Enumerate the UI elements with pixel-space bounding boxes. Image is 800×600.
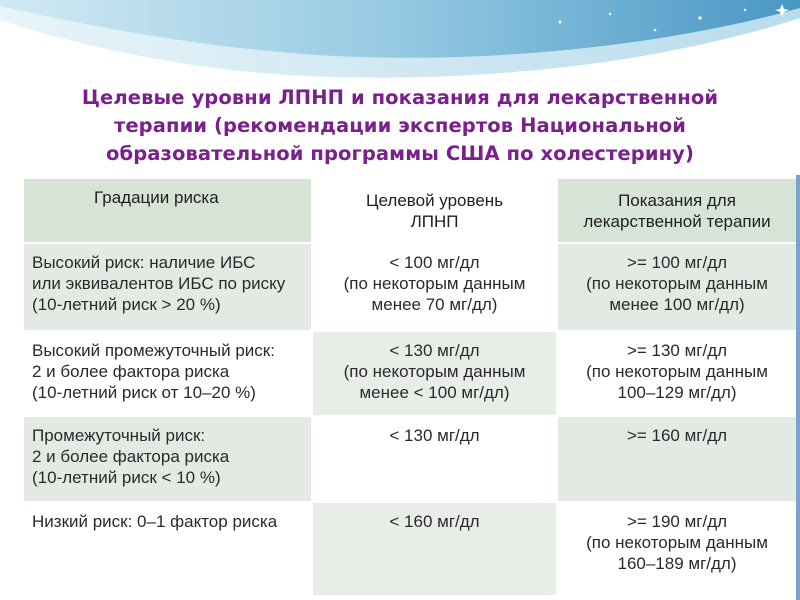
risk-cell: Низкий риск: 0–1 фактор риска (24, 502, 312, 596)
risk-cell: Промежуточный риск: 2 и более фактора риска (10-летний риск < 10 %) (24, 416, 312, 502)
table-row (24, 502, 796, 596)
header-risk-grade: Градации риска (24, 179, 312, 243)
table-row (24, 416, 796, 502)
title-line: образовательной программы США по холестерину) (106, 142, 694, 165)
right-edge-accent (796, 175, 800, 600)
header-target-ldl: Целевой уровень ЛПНП (312, 179, 557, 243)
risk-cell: Высокий промежуточный риск: 2 и более фактора риска (10-летний риск от 10–20 %) (24, 331, 312, 415)
therapy-cell: >= 160 мг/дл (557, 416, 796, 502)
title-line: Целевые уровни ЛПНП и показания для лекарственной (81, 86, 719, 109)
page-title (20, 84, 780, 168)
title-line: терапии (рекомендации экспертов Национальной (113, 114, 687, 137)
target-cell: < 160 мг/дл (312, 502, 557, 596)
therapy-cell: >= 100 мг/дл (по некоторым данным менее 100 мг/дл) (557, 243, 796, 331)
target-cell: < 100 мг/дл (по некоторым данным менее 70 мг/дл) (312, 243, 557, 331)
therapy-cell: >= 190 мг/дл (по некоторым данным 160–189 мг/дл) (557, 502, 796, 596)
table-header-row (24, 179, 796, 243)
table-row (24, 243, 796, 331)
table-row (24, 331, 796, 415)
target-cell: < 130 мг/дл (по некоторым данным менее < 100 мг/дл) (312, 331, 557, 415)
header-therapy-indication: Показания для лекарственной терапии (557, 179, 796, 243)
target-cell: < 130 мг/дл (312, 416, 557, 502)
ldl-targets-table (24, 179, 796, 597)
risk-cell: Высокий риск: наличие ИБС или эквивалентов ИБС по риску (10-летний риск > 20 %) (24, 243, 312, 331)
therapy-cell: >= 130 мг/дл (по некоторым данным 100–129 мг/дл) (557, 331, 796, 415)
